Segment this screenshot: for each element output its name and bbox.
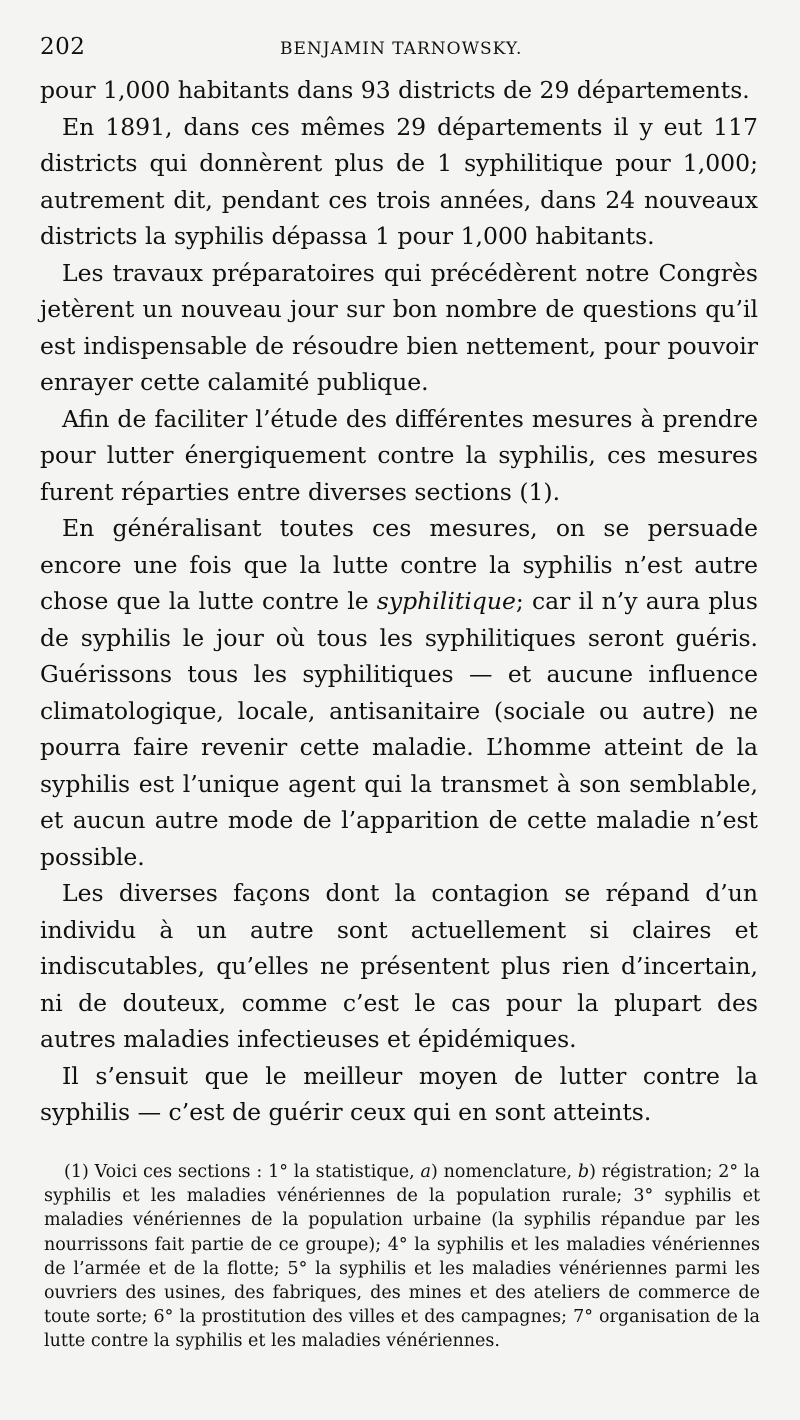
footnote-text: ) nomenclature, [430,1162,578,1182]
footnote-text: (1) Voici ces sections : 1° la statistique, [64,1162,421,1182]
text-run: ; car il n’y aura plus de syphilis le jour où tous les syphilitiques seront guéris. Guérissons tous les syphilitiques — et aucune influence climatologique, locale, antisanitaire (sociale ou autre) ne pourra faire revenir cette maladie. L’homme atteint de la syphilis est l’unique agent qui la transmet à son semblable, et aucun autre mode de l’apparition de cette maladie n’est possible. [40,587,758,871]
paragraph-conclusion: Il s’ensuit que le meilleur moyen de lutter contre la syphilis — c’est de guérir ceux qui en sont atteints. [40,1061,758,1126]
footnote-italic-b: b [577,1162,590,1182]
paragraph-preparatory-work: Les travaux préparatoires qui précédèrent notre Congrès jetèrent un nouveau jour sur bon nombre de questions qu’il est indispensable de résoudre bien nettement, pour pouvoir enrayer cette calamité publique. [40,258,758,396]
page-header [40,34,760,68]
paragraph-generalisation [40,510,758,875]
paragraph-contagion: Les diverses façons dont la contagion se répand d’un individu à un autre sont actuellement si claires et indiscutables, qu’elles ne présentent plus rien d’incertain, ni de douteux, comme c’est le cas pour la plupart des autres maladies infectieuses et épidémiques. [40,879,758,1053]
page-number: 202 [40,34,86,60]
footnote [44,1160,760,1354]
text-run: En généralisant toutes ces mesures, on se persuade encore une fois que la lutte contre la syphilis n’est autre chose que la lutte contre le [40,514,758,615]
footnote-text: ) régistration; 2° la syphilis et les maladies vénériennes de la population rurale; 3° syphilis et maladies vénériennes de la population urbaine (la syphilis répandue par les nourrissons fait partie de ce groupe); 4° la syphilis et les maladies vénériennes de l’armée et de la flotte; 5° la syphilis et les maladies vénériennes parmi les ouvriers des usines, des fabriques, des mines et des ateliers de commerce de toute sorte; 6° la prostitution des villes et des campagnes; 7° organisation de la lutte contre la syphilis et les maladies vénériennes. [44,1162,760,1352]
paragraph-continuation: pour 1,000 habitants dans 93 districts de 29 départements. [40,76,750,104]
body-text [40,72,758,1131]
running-title: BENJAMIN TARNOWSKY. [280,39,523,59]
footnote-italic-a: a [420,1162,431,1182]
paragraph-sections: Afin de faciliter l’étude des différentes mesures à prendre pour lutter énergiquement contre la syphilis, ces mesures furent réparties entre diverses sections (1). [40,404,758,506]
paragraph-1891-districts: En 1891, dans ces mêmes 29 départements il y eut 117 districts qui donnèrent plus de 1 syphilitique pour 1,000; autrement dit, pendant ces trois années, dans 24 nouveaux districts la syphilis dépassa 1 pour 1,000 habitants. [40,112,758,250]
italic-term: syphilitique [376,587,516,615]
